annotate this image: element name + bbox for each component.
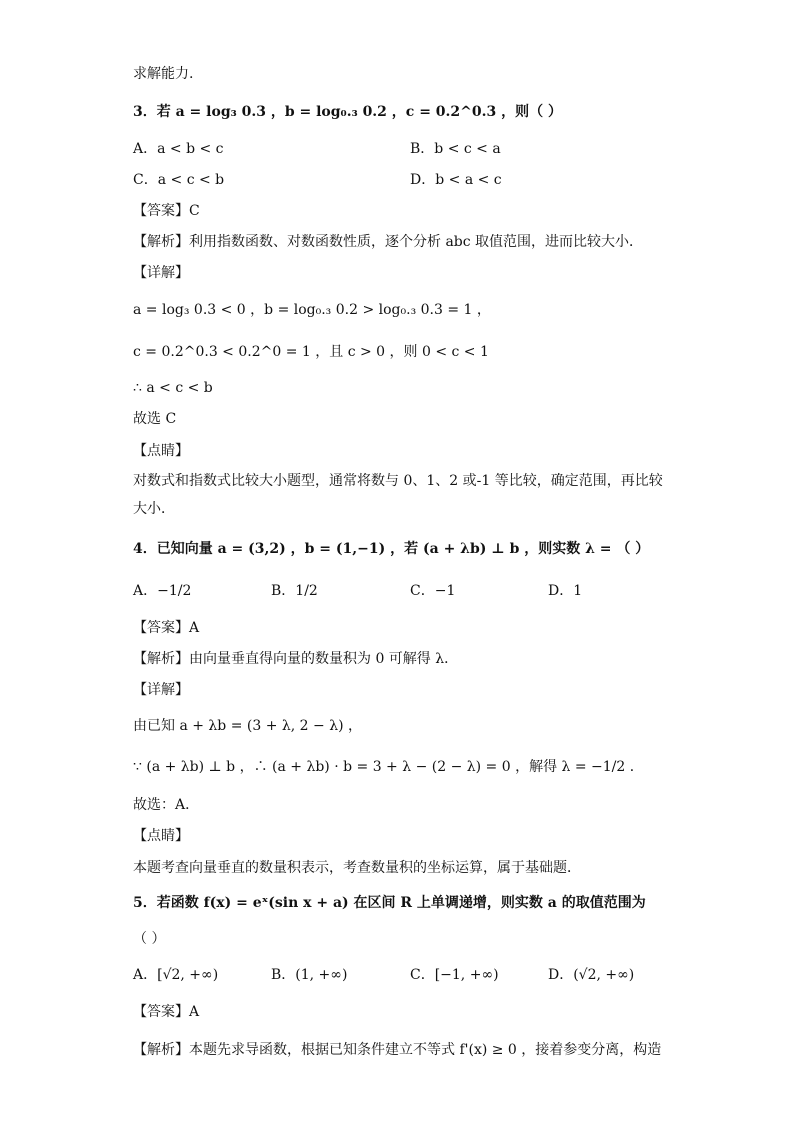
remark-heading: 【点睛】 (133, 828, 189, 844)
question-4-stem: 4．已知向量 a = (3,2) ，b = (1,−1) ，若 (a + λb) ⊥ b ，则实数 λ = （ ） (133, 541, 650, 557)
remark-text: 本题考查向量垂直的数量积表示，考查数量积的坐标运算，属于基础题． (133, 860, 581, 876)
analysis-text: 【解析】利用指数函数、对数函数性质，逐个分析 abc 取值范围，进而比较大小． (133, 234, 644, 250)
solution-line: 故选 C (133, 411, 177, 427)
question-5-option-d: D．(√2, +∞) (548, 967, 635, 983)
question-4-option-b: B．1/2 (271, 583, 318, 599)
solution-line: ∵ (a + λb) ⊥ b ，∴ (a + λb) · b = 3 + λ − (2 − λ) = 0 ，解得 λ = −1/2 ． (133, 759, 644, 775)
detail-heading: 【详解】 (133, 265, 189, 281)
question-3-option-a: A．a < b < c (133, 141, 224, 157)
analysis-text: 【解析】由向量垂直得向量的数量积为 0 可解得 λ． (133, 651, 459, 667)
question-5-paren: （ ） (133, 931, 166, 947)
remark-text: 对数式和指数式比较大小题型，通常将数与 0、1、2 或-1 等比较，确定范围，再比较大小． (133, 473, 663, 517)
question-4-option-a: A．−1/2 (133, 583, 192, 599)
solution-line: 由已知 a + λb = (3 + λ, 2 − λ) ， (133, 718, 362, 734)
solution-line: a = log₃ 0.3 < 0 ，b = log₀.₃ 0.2 > log₀.₃ 0.3 = 1 ， (133, 302, 491, 318)
question-5-option-c: C．[−1, +∞) (410, 967, 499, 983)
answer-label: 【答案】A (133, 1004, 200, 1020)
question-3-stem: 3．若 a = log₃ 0.3 ，b = log₀.₃ 0.2 ，c = 0.2^0.3 ，则（ ） (133, 104, 562, 120)
question-3-option-d: D．b < a < c (410, 172, 502, 188)
question-5-option-b: B．(1, +∞) (271, 967, 348, 983)
question-5-stem: 5．若函数 f(x) = eˣ(sin x + a) 在区间 R 上单调递增，则实数 a 的取值范围为 (133, 895, 646, 911)
solution-line: ∴ a < c < b (133, 380, 213, 396)
question-4-option-c: C．−1 (410, 583, 456, 599)
question-3-option-b: B．b < c < a (410, 141, 501, 157)
answer-label: 【答案】C (133, 203, 200, 219)
question-5-option-a: A．[√2, +∞) (133, 967, 219, 983)
question-4-option-d: D．1 (548, 583, 583, 599)
question-3-option-c: C．a < c < b (133, 172, 225, 188)
detail-heading: 【详解】 (133, 682, 189, 698)
solution-line: 故选：A． (133, 797, 200, 813)
remark-heading: 【点睛】 (133, 443, 189, 459)
analysis-text: 【解析】本题先求导函数，根据已知条件建立不等式 f'(x) ≥ 0 ，接着参变分离，构造 (133, 1042, 662, 1058)
solution-line: c = 0.2^0.3 < 0.2^0 = 1 ，且 c > 0 ，则 0 < c < 1 (133, 344, 489, 360)
answer-label: 【答案】A (133, 620, 200, 636)
text-line: 求解能力. (133, 66, 194, 82)
